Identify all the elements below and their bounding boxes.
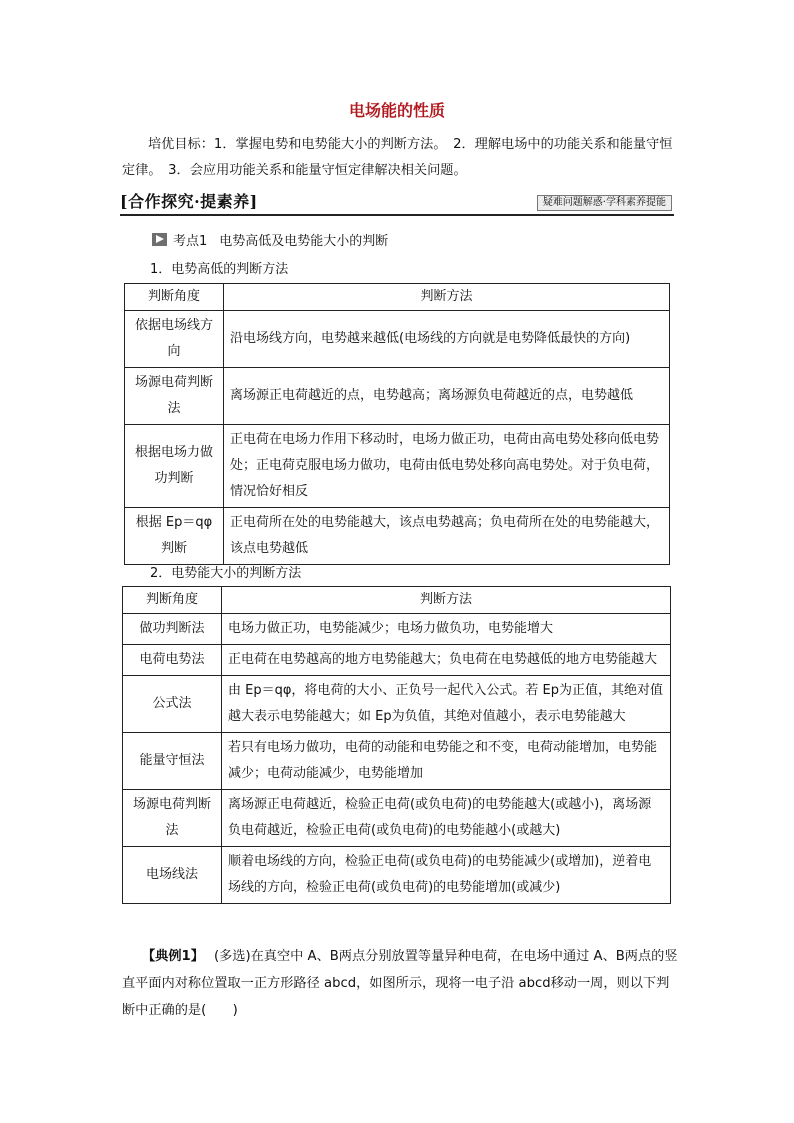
table-cell-angle: 能量守恒法 (123, 733, 222, 790)
example-text: (多选)在真空中 A、B两点分别放置等量异种电荷，在电场中通过 A、B两点的竖直平面内对称位置取一正方形路径 abcd，如图所示，现将一电子沿 abcd移动一周，则以下判断中正确的是( ) (122, 949, 678, 1018)
subheading-2: 2．电势能大小的判断方法 (150, 566, 302, 581)
topic-label: 考点1 (173, 234, 208, 249)
table-row (123, 614, 671, 645)
subheading-1: 1．电势高低的判断方法 (150, 262, 289, 277)
play-icon (152, 233, 167, 246)
table-row (123, 676, 671, 733)
table-header-cell: 判断角度 (125, 284, 224, 311)
example-tag: 【典例1】 (142, 949, 204, 964)
table-row (123, 645, 671, 676)
table-cell-angle: 场源电荷判断法 (123, 790, 222, 847)
table-header-cell: 判断方法 (224, 284, 670, 311)
table-cell-method: 正电荷所在处的电势能越大，该点电势越高；负电荷所在处的电势能越大，该点电势越低 (224, 508, 670, 565)
table-row (123, 847, 671, 904)
table-cell-method: 沿电场线方向，电势越来越低(电场线的方向就是电势降低最快的方向) (224, 311, 670, 368)
example-problem (122, 943, 678, 1024)
topic-heading (152, 230, 388, 249)
table-cell-method: 正电荷在电势越高的地方电势能越大；负电荷在电势越低的地方电势能越大 (222, 645, 671, 676)
table-cell-angle: 场源电荷判断法 (125, 368, 224, 425)
table-cell-method: 正电荷在电场力作用下移动时，电场力做正功，电荷由高电势处移向低电势处；正电荷克服电场力做功，电荷由低电势处移向高电势处。对于负电荷，情况恰好相反 (224, 425, 670, 508)
potential-judgment-table (124, 283, 670, 565)
table-cell-angle: 电场线法 (123, 847, 222, 904)
table-cell-angle: 公式法 (123, 676, 222, 733)
table-cell-angle: 做功判断法 (123, 614, 222, 645)
table-cell-method: 由 Ep＝qφ，将电荷的大小、正负号一起代入公式。若 Ep为正值，其绝对值越大表示电势能越大；如 Ep为负值，其绝对值越小，表示电势能越大 (222, 676, 671, 733)
table-row (125, 368, 670, 425)
table-cell-method: 离场源正电荷越近，检验正电荷(或负电荷)的电势能越大(或越小)，离场源负电荷越近，检验正电荷(或负电荷)的电势能越小(或越大) (222, 790, 671, 847)
table-cell-angle: 电荷电势法 (123, 645, 222, 676)
table-row (125, 311, 670, 368)
table-row (125, 425, 670, 508)
section-tag: 疑难问题解惑·学科素养提能 (537, 195, 672, 211)
learning-goals: 培优目标：1．掌握电势和电势能大小的判断方法。 2．理解电场中的功能关系和能量守恒定律。 3．会应用功能关系和能量守恒定律解决相关问题。 (122, 137, 673, 178)
table-header-cell: 判断角度 (123, 587, 222, 614)
table-row (125, 508, 670, 565)
energy-judgment-table (122, 586, 671, 904)
topic-text: 电势高低及电势能大小的判断 (219, 234, 389, 249)
table-cell-method: 若只有电场力做功，电荷的动能和电势能之和不变，电荷动能增加，电势能减少；电荷动能减少，电势能增加 (222, 733, 671, 790)
table-cell-angle: 根据电场力做功判断 (125, 425, 224, 508)
table-cell-method: 电场力做正功，电势能减少；电场力做负功，电势能增大 (222, 614, 671, 645)
table-header-row (123, 587, 671, 614)
page-title: 电场能的性质 (348, 101, 445, 120)
table-row (123, 733, 671, 790)
table-row (123, 790, 671, 847)
table-header-cell: 判断方法 (222, 587, 671, 614)
table-cell-angle: 依据电场线方向 (125, 311, 224, 368)
table-header-row (125, 284, 670, 311)
table-cell-angle: 根据 Ep＝qφ 判断 (125, 508, 224, 565)
table-cell-method: 顺着电场线的方向，检验正电荷(或负电荷)的电势能减少(或增加)，逆着电场线的方向，检验正电荷(或负电荷)的电势能增加(或减少) (222, 847, 671, 904)
section-title: [合作探究·提素养] (120, 192, 258, 211)
section-header (120, 188, 674, 216)
table-cell-method: 离场源正电荷越近的点，电势越高；离场源负电荷越近的点，电势越低 (224, 368, 670, 425)
